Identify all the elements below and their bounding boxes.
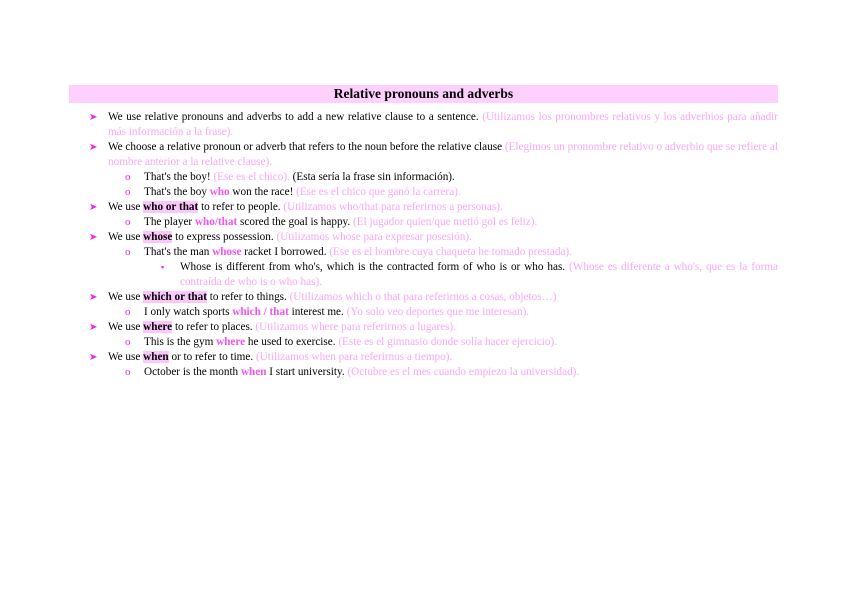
circle-bullet-icon: o (125, 306, 131, 318)
arrow-bullet-icon: ➤ (89, 292, 98, 303)
english-text: We choose a relative pronoun or adverb that refers to the noun before the relative clause (108, 141, 503, 153)
square-bullet-icon: ▪ (161, 262, 165, 272)
list-item (69, 230, 778, 245)
spanish-translation: (Este es el gimnasio donde solía hacer ejercicio). (338, 336, 558, 348)
english-text: We use (108, 201, 141, 213)
example-text: I start university. (269, 366, 345, 378)
list-item (69, 290, 778, 305)
list-item (69, 110, 778, 140)
list-item (69, 365, 778, 380)
spanish-translation: (Utilizamos when para referirnos a tiempo). (255, 351, 453, 363)
arrow-bullet-icon: ➤ (89, 142, 98, 153)
highlighted-keyword: where (143, 321, 173, 333)
list-item (69, 185, 778, 200)
highlighted-keyword: when (143, 351, 169, 363)
list-item (69, 200, 778, 215)
list-item (69, 260, 778, 290)
example-text: he used to exercise. (247, 336, 336, 348)
english-text: to refer to people. (201, 201, 281, 213)
spanish-translation: (Utilizamos who/that para referirnos a personas). (283, 201, 503, 213)
list-item (69, 350, 778, 365)
bullet-list (69, 110, 778, 380)
example-text: racket I borrowed. (244, 246, 327, 258)
english-text: to refer to things. (209, 291, 287, 303)
example-text: The player (144, 216, 193, 228)
spanish-translation: (Elegimos un pronombre relativo o adverbio que se refiere al nombre anterior a la relative clause). (108, 141, 778, 168)
spanish-translation: (Whose es diferente a who's, que es la forma contraída de who is o who has). (180, 261, 778, 288)
pink-keyword: who/that (194, 216, 238, 228)
example-text: scored the goal is happy. (240, 216, 351, 228)
example-text: That's the boy! (144, 171, 211, 183)
example-text: interest me. (291, 306, 344, 318)
arrow-bullet-icon: ➤ (89, 202, 98, 213)
spanish-translation: (Ese es el chico). (213, 171, 290, 183)
highlighted-keyword: whose (143, 231, 173, 243)
example-text: This is the gym (144, 336, 214, 348)
list-item (69, 245, 778, 260)
spanish-translation: (Ese es el chico que ganó la carrera). (296, 186, 461, 198)
english-text: We use (108, 291, 141, 303)
arrow-bullet-icon: ➤ (89, 112, 98, 123)
circle-bullet-icon: o (125, 186, 131, 198)
example-text: I only watch sports (144, 306, 230, 318)
english-text: We use (108, 321, 141, 333)
example-text: won the race! (232, 186, 294, 198)
note-text: Whose is different from who's, which is the contracted form of who is or who has. (180, 261, 566, 273)
list-item (69, 170, 778, 185)
spanish-translation: (Utilizamos whose para expresar posesión). (276, 231, 472, 243)
highlighted-keyword: who or that (143, 201, 199, 213)
arrow-bullet-icon: ➤ (89, 322, 98, 333)
english-text: or to refer to time. (171, 351, 254, 363)
pink-keyword: whose (212, 246, 242, 258)
english-text: to express possession. (175, 231, 274, 243)
spanish-translation: (Utilizamos which o that para referirnos a cosas, objetos…) (289, 291, 557, 303)
english-text: to refer to places. (174, 321, 253, 333)
spanish-translation: (Utilizamos where para referirnos a lugares). (255, 321, 457, 333)
highlighted-keyword: which or that (143, 291, 207, 303)
example-note: (Esta sería la frase sin información). (292, 171, 455, 183)
pink-keyword: where (216, 336, 246, 348)
pink-keyword: who (209, 186, 230, 198)
list-item (69, 215, 778, 230)
spanish-translation: (Ese es el hombre cuya chaqueta he tomado prestada). (329, 246, 572, 258)
circle-bullet-icon: o (125, 366, 131, 378)
spanish-translation: (El jugador quien/que metió gol es feliz). (353, 216, 538, 228)
spanish-translation: (Yo solo veo deportes que me interesan). (346, 306, 530, 318)
spanish-translation: (Utilizamos los pronombres relativos y los adverbios para añadir más información a la frase). (108, 111, 778, 138)
arrow-bullet-icon: ➤ (89, 232, 98, 243)
spanish-translation: (Octubre es el mes cuando empiezo la universidad). (347, 366, 580, 378)
circle-bullet-icon: o (125, 171, 131, 183)
example-text: That's the man (144, 246, 210, 258)
english-text: We use (108, 231, 141, 243)
pink-keyword: when (240, 366, 267, 378)
page-title: Relative pronouns and adverbs (69, 85, 778, 103)
example-text: October is the month (144, 366, 239, 378)
circle-bullet-icon: o (125, 336, 131, 348)
list-item (69, 305, 778, 320)
english-text: We use (108, 351, 141, 363)
english-text: We use relative pronouns and adverbs to add a new relative clause to a sentence. (108, 111, 479, 123)
example-text: That's the boy (144, 186, 207, 198)
circle-bullet-icon: o (125, 246, 131, 258)
list-item (69, 320, 778, 335)
arrow-bullet-icon: ➤ (89, 352, 98, 363)
list-item (69, 140, 778, 170)
pink-keyword: which / that (232, 306, 289, 318)
circle-bullet-icon: o (125, 216, 131, 228)
list-item (69, 335, 778, 350)
